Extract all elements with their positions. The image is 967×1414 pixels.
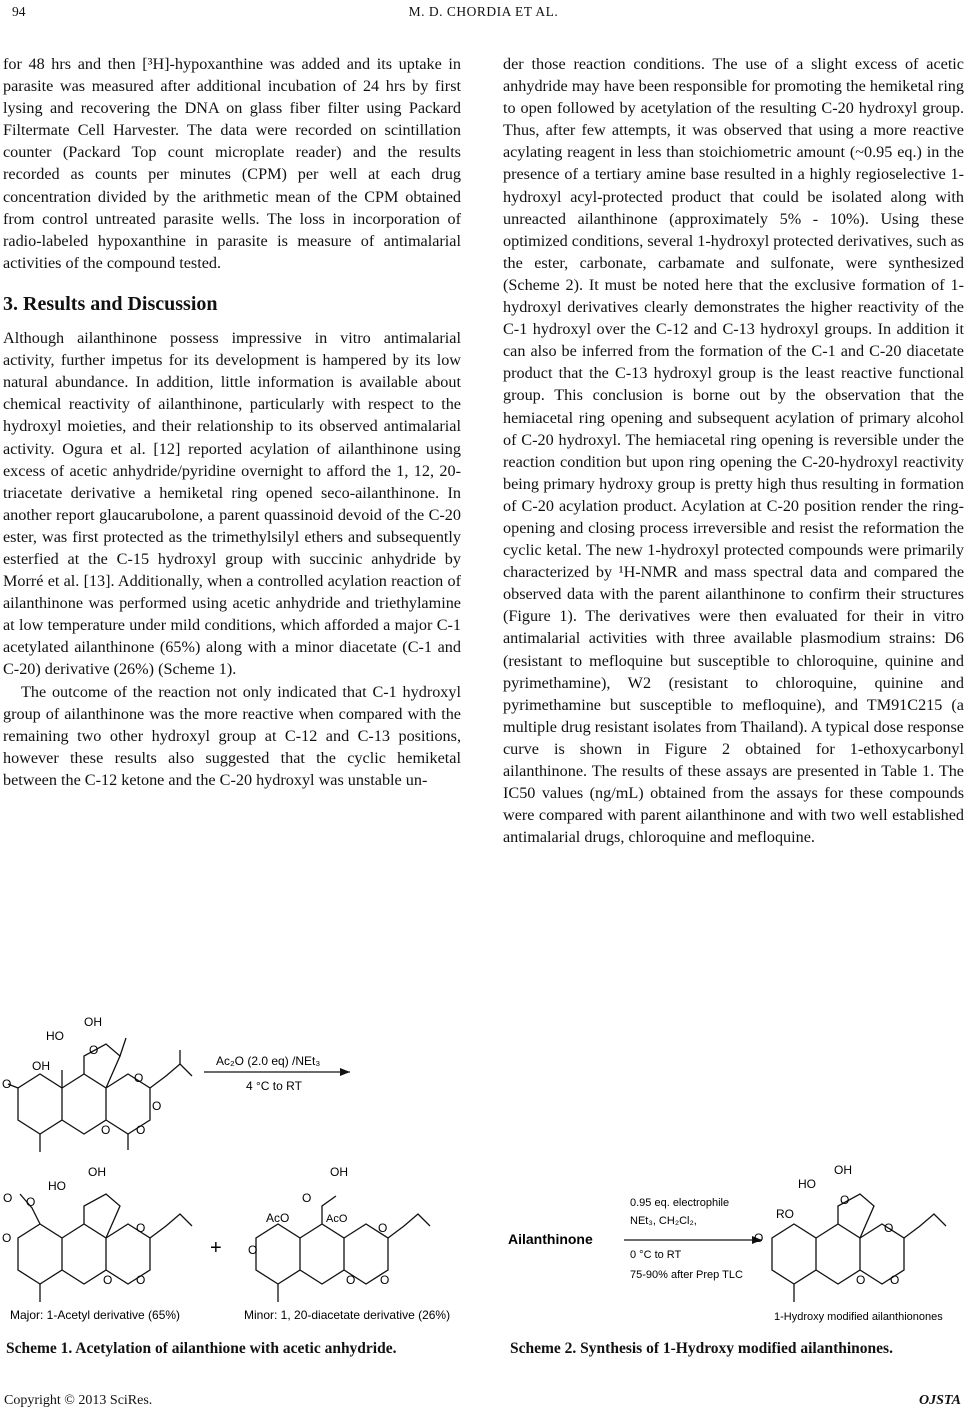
atom-label: O xyxy=(378,1221,388,1235)
section-title: 3. Results and Discussion xyxy=(3,292,218,315)
atom-label: AcO xyxy=(326,1213,348,1225)
scheme2-condition-4: 75-90% after Prep TLC xyxy=(630,1269,743,1281)
atom-label: O xyxy=(136,1221,146,1235)
scheme-1-diagram xyxy=(0,1010,470,1330)
journal-name: OJSTA xyxy=(918,1393,961,1408)
plus-sign: + xyxy=(210,1237,222,1259)
atom-label: RO xyxy=(776,1207,794,1221)
atom-label: AcO xyxy=(266,1211,290,1225)
right-paragraph-1: der those reaction conditions. The use of a slight excess of acetic anhydride may have been responsible for promoting the hemiketal ring to open followed by acetylation of the resulting C-20 hydroxyl group. Thus, after few attempts, it was observed that using a more reactive acylating reagent in less than stoichiometric amount (~0.95 eq.) in the presence of a tertiary amine base resulted in a highly regioselective 1-hydroxyl acyl-protected product that could be isolated along with unreacted ailanthinone (approximately 5% - 10%). Using these optimized conditions, several 1-hydroxyl protected derivatives, such as the ester, carbonate, carbamate and sulfonate, were synthesized (Scheme 2). It must be noted here that the exclusive formation of 1-hydroxyl derivatives clearly demonstrates the higher reactivity of the C-1 hydroxyl over the C-12 and C-13 hydroxyl groups. In addition it can also be inferred from the formation of the C-1 and C-20 diacetate product that the C-13 hydroxyl group is the least reactive functional group. This conclusion is borne out by the observation that the hemiacetal ring opening and subsequent acylation of primary alcohol of C-20 hydroxyl. The hemiacetal ring opening is reversible under the reaction condition but upon ring opening the C-20-hydroxyl reactivity being primary hydroxy group is pretty high thus resulting in formation of C-20 acylation product. Acylation at C-20 position render the ring-opening and closing process irreversible and resist the reformation the cyclic ketal. The new 1-hydroxyl protected compounds were primarily characterized by ¹H-NMR and mass spectral data and compared the observed data with the parent ailanthinone to confirm their structures (Figure 1). The derivatives were then evaluated for their in vitro antimalarial activities with three available plasmodium strains: D6 (resistant to mefloquine but susceptible to chloroquine, quinine and pyrimethamine), W2 (resistant to chloroquine, quinine and pyrimethamine but susceptible to mefloquine), and TM91C215 (a multiple drug resistant isolates from Thailand). A typical dose response curve is shown in Figure 2 obtained for 1-ethoxycarbonyl ailanthinone. The results of these assays are presented in Table 1. The IC50 values (ng/mL) obtained from the assays for these compounds were compared with parent ailanthinone and with two well established antimalarial drugs, chloroquine and mefloquine. xyxy=(503,55,964,847)
atom-label: OH xyxy=(88,1165,106,1179)
atom-label: O xyxy=(134,1071,144,1085)
atom-label: HO xyxy=(46,1029,64,1043)
atom-label: O xyxy=(136,1123,146,1137)
scheme2-condition-1: 0.95 eq. electrophile xyxy=(630,1197,730,1209)
ailanthinone-label: Ailanthinone xyxy=(508,1231,593,1247)
atom-label: O xyxy=(346,1273,356,1287)
atom-label: O xyxy=(89,1043,99,1057)
atom-label: O xyxy=(3,1191,13,1205)
atom-label: O xyxy=(152,1099,162,1113)
minor-product-label: Minor: 1, 20-diacetate derivative (26%) xyxy=(244,1308,451,1322)
page-number: 94 xyxy=(12,4,26,19)
atom-label: O xyxy=(2,1077,12,1091)
atom-label: O xyxy=(890,1273,900,1287)
ailanthinone-structure xyxy=(8,1038,192,1152)
atom-label: O xyxy=(856,1273,866,1287)
running-title: M. D. CHORDIA ET AL. xyxy=(408,4,559,19)
arrow-head-icon xyxy=(340,1068,350,1076)
atom-label: O xyxy=(380,1273,390,1287)
scheme-2-diagram xyxy=(500,1148,967,1328)
product-label: 1-Hydroxy modified ailanthionones xyxy=(774,1311,943,1323)
major-product-label: Major: 1-Acetyl derivative (65%) xyxy=(10,1308,181,1322)
left-paragraph-3: The outcome of the reaction not only indicated that C-1 hydroxyl group of ailanthinone was the more reactive when compared with the remaining two other hydroxyl group at C-12 and C-13 positions, however these results also suggested that the cyclic hemiketal between the C-12 ketone and the C-20 hydroxyl was unstable un- xyxy=(3,682,461,789)
atom-label: OH xyxy=(84,1015,102,1029)
atom-label: O xyxy=(2,1231,12,1245)
left-paragraph-1: for 48 hrs and then [³H]-hypoxanthine was added and its uptake in parasite was measured after additional incubation of 24 hrs by first lysing and recovering the DNA on glass fiber filter using Packard Filtermate Cell Harvester. The data were recorded on scintillation counter (Packard Top count microplate reader) and the results recorded as counts per minutes (CPM) per well at each drug concentration divided by the arithmetic mean of the CPM obtained from control untreated parasite wells. The loss in incorporation of radio-labeled hypoxanthine in parasite is measure of antimalarial activities of the compound tested. xyxy=(3,55,461,272)
left-paragraph-2: Although ailanthinone possess impressive in vitro antimalarial activity, further impetus for its development is hampered by its low natural abundance. In addition, little information is available about chemical reactivity of ailanthinone, particularly with respect to the hydroxyl moieties, and their relationship to its observed antimalarial activity. Ogura et al. [12] reported acylation of ailanthinone using excess of acetic anhydride/pyridine overnight to afford the 1, 12, 20-triacetate derivative a hemiketal ring opened seco-ailanthinone. In another report glaucarubolone, a parent quassinoid devoid of the C-20 ester, was first protected as the trimethylsilyl ethers and subsequently esterfied at the C-15 hydroxyl group with succinic anhydride by Morré et al. [13]. Additionally, when a controlled acylation reaction of ailanthinone was performed using acetic anhydride and triethylamine at low temperature under mild conditions, which afforded a major C-1 acetylated ailanthinone (65%) along with a minor diacetate (C-1 and C-20) derivative (26%) (Scheme 1). xyxy=(3,329,461,679)
atom-label: O xyxy=(884,1221,894,1235)
right-column xyxy=(503,53,964,848)
atom-label: O xyxy=(302,1191,312,1205)
scheme2-condition-3: 0 °C to RT xyxy=(630,1249,682,1261)
atom-label: OH xyxy=(32,1059,50,1073)
copyright: Copyright © 2013 SciRes. xyxy=(4,1393,153,1408)
atom-label: O xyxy=(136,1273,146,1287)
left-column xyxy=(3,53,461,791)
page-header xyxy=(0,4,967,24)
atom-label: O xyxy=(248,1243,258,1257)
scheme1-reagent-bottom: 4 °C to RT xyxy=(246,1079,302,1093)
atom-label: O xyxy=(26,1195,36,1209)
atom-label: HO xyxy=(48,1179,66,1193)
atom-label: HO xyxy=(798,1177,816,1191)
atom-label: O xyxy=(840,1193,850,1207)
scheme1-reagent-top: Ac₂O (2.0 eq) /NEt₃ xyxy=(216,1054,321,1068)
atom-label: O xyxy=(101,1123,111,1137)
atom-label: OH xyxy=(834,1163,852,1177)
scheme-2-caption: Scheme 2. Synthesis of 1-Hydroxy modified ailanthinones. xyxy=(510,1340,893,1357)
scheme2-condition-2: NEt₃, CH₂Cl₂, xyxy=(630,1215,697,1227)
atom-label: O xyxy=(754,1231,764,1245)
scheme-1-caption: Scheme 1. Acetylation of ailanthione with acetic anhydride. xyxy=(6,1340,397,1357)
atom-label: O xyxy=(103,1273,113,1287)
atom-label: OH xyxy=(330,1165,348,1179)
